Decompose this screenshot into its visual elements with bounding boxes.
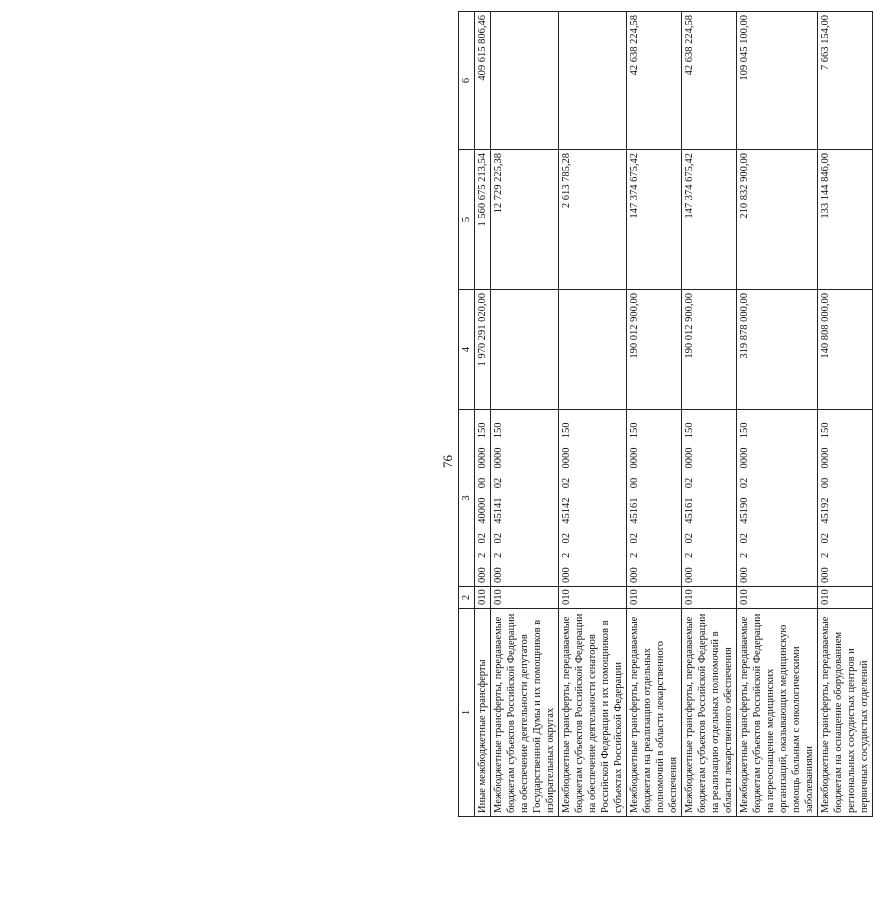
row-col4: 1 970 291 020,00 — [475, 290, 491, 410]
row-admin-code: 010 — [627, 587, 682, 609]
row-col6: 109 045 100,00 — [737, 12, 818, 150]
table-row — [682, 12, 737, 817]
row-col6: 42 638 224,58 — [682, 12, 737, 150]
page-number: 76 — [440, 455, 455, 468]
row-col4: 190 012 900,00 — [682, 290, 737, 410]
row-col4 — [559, 290, 627, 410]
row-classification-code: 000 2 02 45141 02 0000 150 — [491, 410, 559, 587]
row-col4: 140 808 000,00 — [818, 290, 873, 410]
table-row — [559, 12, 627, 817]
row-col6 — [559, 12, 627, 150]
table-row — [475, 12, 491, 817]
row-classification-code: 000 2 02 45161 00 0000 150 — [627, 410, 682, 587]
row-name: Межбюджетные трансферты, передаваемые бюджетам на реализацию отдельных полномочий в области лекарственного обеспечения — [627, 609, 682, 817]
row-col5: 1 560 675 213,54 — [475, 150, 491, 290]
row-col5: 133 144 846,00 — [818, 150, 873, 290]
row-col6: 42 638 224,58 — [627, 12, 682, 150]
row-col6 — [491, 12, 559, 150]
row-col4: 190 012 900,00 — [627, 290, 682, 410]
row-classification-code: 000 2 02 45142 02 0000 150 — [559, 410, 627, 587]
row-col6: 7 663 154,00 — [818, 12, 873, 150]
row-col4 — [491, 290, 559, 410]
row-classification-code: 000 2 02 40000 00 0000 150 — [475, 410, 491, 587]
row-col4: 319 878 000,00 — [737, 290, 818, 410]
row-classification-code: 000 2 02 45192 00 0000 150 — [818, 410, 873, 587]
row-col5: 2 613 785,28 — [559, 150, 627, 290]
table-row — [627, 12, 682, 817]
row-col5: 147 374 675,42 — [682, 150, 737, 290]
row-col5: 210 832 900,00 — [737, 150, 818, 290]
row-admin-code: 010 — [559, 587, 627, 609]
table-row — [491, 12, 559, 817]
row-name: Межбюджетные трансферты, передаваемые бюджетам на оснащение оборудованием региональных сосудистых центров и первичных сосудистых отделений — [818, 609, 873, 817]
row-classification-code: 000 2 02 45161 02 0000 150 — [682, 410, 737, 587]
row-admin-code: 010 — [737, 587, 818, 609]
row-admin-code: 010 — [818, 587, 873, 609]
table-row — [818, 12, 873, 817]
row-name: Иные межбюджетные трансферты — [475, 609, 491, 817]
column-header: 6 — [459, 12, 475, 150]
row-name: Межбюджетные трансферты, передаваемые бюджетам субъектов Российской Федерации на переоснащение медицинских организаций, оказывающих медицинскую помощь больным с онкологическими заболеваниями — [737, 609, 818, 817]
row-name: Межбюджетные трансферты, передаваемые бюджетам субъектов Российской Федерации на реализацию отдельных полномочий в области лекарственного обеспечения — [682, 609, 737, 817]
row-name: Межбюджетные трансферты, передаваемые бюджетам субъектов Российской Федерации на обеспечение деятельности сенаторов Российской Федерации и их помощников в субъектах Российской Федерации — [559, 609, 627, 817]
row-col6: 409 615 806,46 — [475, 12, 491, 150]
column-header: 1 — [459, 609, 475, 817]
row-admin-code: 010 — [682, 587, 737, 609]
column-header: 5 — [459, 150, 475, 290]
row-col5: 147 374 675,42 — [627, 150, 682, 290]
budget-table — [458, 11, 873, 817]
table-row — [737, 12, 818, 817]
column-header: 3 — [459, 410, 475, 587]
column-header: 4 — [459, 290, 475, 410]
row-classification-code: 000 2 02 45190 02 0000 150 — [737, 410, 818, 587]
column-number-row — [459, 12, 475, 817]
row-admin-code: 010 — [475, 587, 491, 609]
row-col5: 12 729 225,38 — [491, 150, 559, 290]
column-header: 2 — [459, 587, 475, 609]
row-admin-code: 010 — [491, 587, 559, 609]
row-name: Межбюджетные трансферты, передаваемые бюджетам субъектов Российской Федерации на обеспечение деятельности депутатов Государственной Думы и их помощников в избирательных округах — [491, 609, 559, 817]
